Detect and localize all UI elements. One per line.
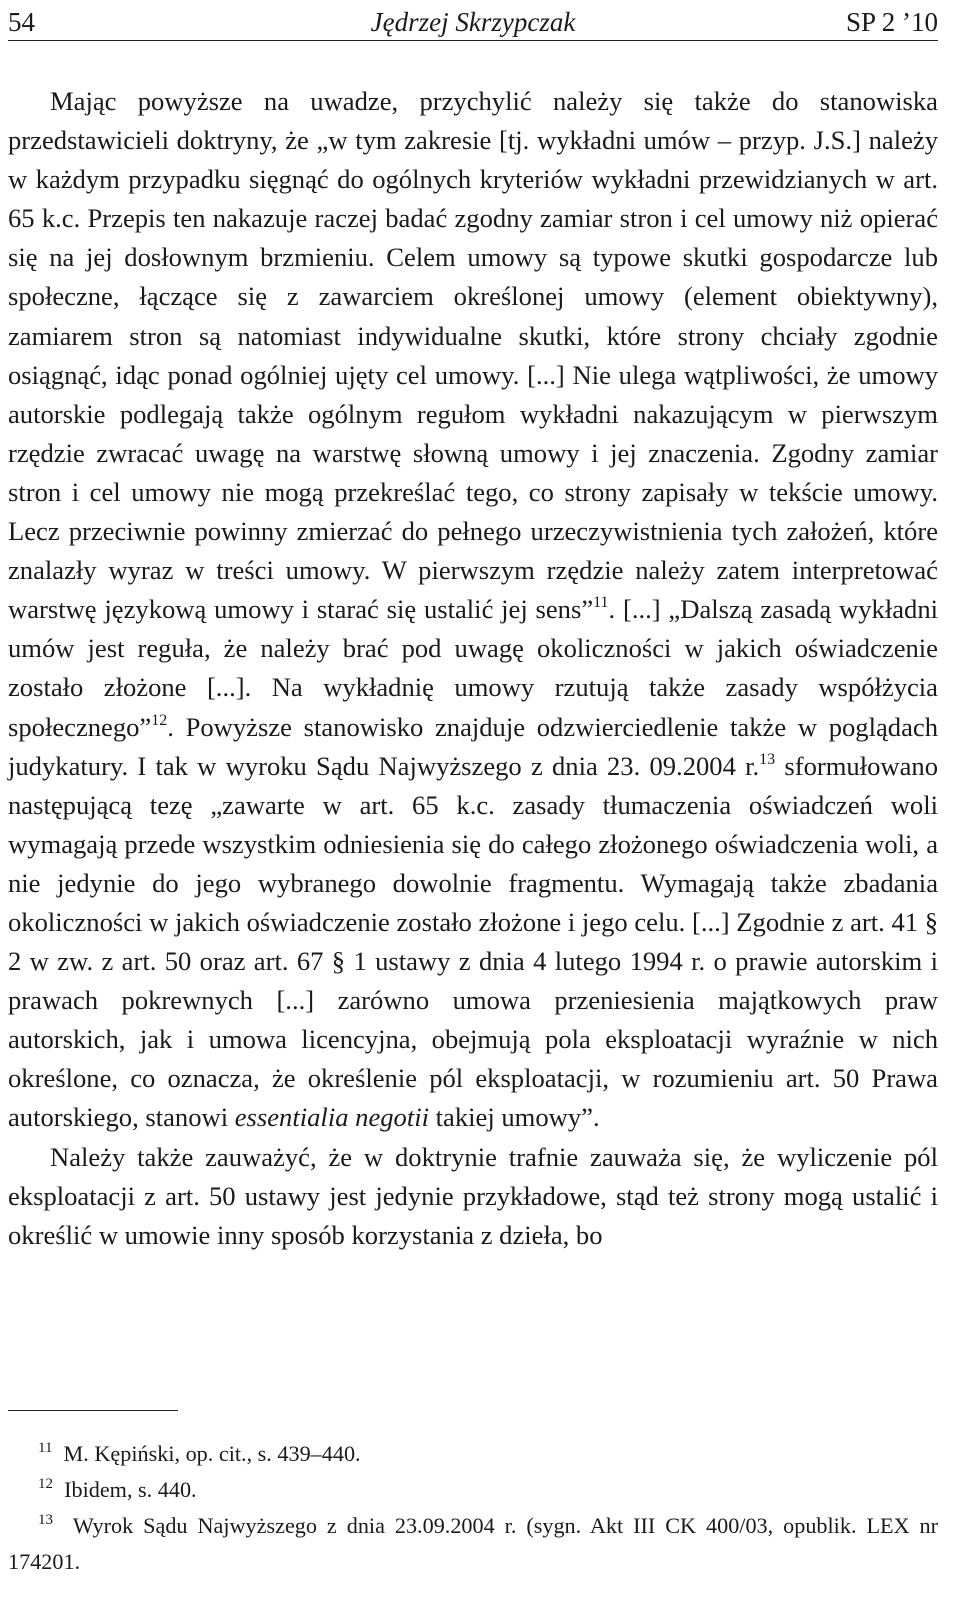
body-text: [8, 82, 938, 1255]
footnote-number: 12: [38, 1476, 53, 1492]
footnotes: [8, 1436, 938, 1580]
page-number: 54: [8, 7, 35, 37]
running-header: [8, 4, 938, 40]
header-author: Jędrzej Skrzypczak: [370, 7, 576, 37]
footnote-divider: [8, 1410, 178, 1411]
footnote-number: 13: [38, 1512, 53, 1528]
paragraph-1-part-5: takiej umowy”.: [429, 1102, 600, 1133]
footnote-text: M. Kępiński, op. cit., s. 439–440.: [63, 1441, 361, 1466]
footnote-ref-12[interactable]: 12: [151, 711, 168, 729]
paragraph-2: Należy także zauważyć, że w doktrynie trafnie zauważa się, że wyliczenie pól eksploatacji z art. 50 ustawy jest jedynie przykładowe, stąd też strony mogą ustalić i określić w umowie inny sposób korzystania z dzieła, bo: [8, 1141, 938, 1250]
paragraph-1-part-3: . Powyższe stanowisko znajduje odzwierciedlenie także w poglądach judykatury. I tak w wyroku Sądu Najwyższego z dnia 23. 09.2004 r.: [8, 711, 938, 781]
footnote-text: Ibidem, s. 440.: [64, 1477, 197, 1502]
paragraph-1-part-1: Mając powyższe na uwadze, przychylić należy się także do stanowiska przedstawicieli doktryny, że „w tym zakresie [tj. wykładni umów – przyp. J.S.] należy w każdym przypadku sięgnąć do ogólnych kryteriów wykładni przewidzianych w art. 65 k.c. Przepis ten nakazuje raczej badać zgodny zamiar stron i cel umowy niż opierać się na jej dosłownym brzmieniu. Celem umowy są typowe skutki gospodarcze lub społeczne, łączące się z zawarciem określonej umowy (element obiektywny), zamiarem stron są natomiast indywidualne skutki, które strony chciały zgodnie osiągnąć, idąc ponad ogólniej ujęty cel umowy. [...] Nie ulega wątpliwości, że umowy autorskie podlegają także ogólnym regułom wykładni nakazującym w pierwszym rzędzie zwracać uwagę na warstwę słowną umowy i jej znaczenia. Zgodny zamiar stron i cel umowy nie mogą przekreślać tego, co strony zapisały w tekście umowy. Lecz przeciwnie powinny zmierzać do pełnego urzeczywistnienia tych założeń, które znalazły wyraz w treści umowy. W pierwszym rzędzie należy zatem interpretować warstwę językową umowy i starać się ustalić jej sens”: [8, 86, 938, 625]
paragraph-1-part-4: sformułowano następującą tezę „zawarte w art. 65 k.c. zasady tłumaczenia oświadczeń woli wymagają przede wszystkim odniesienia się do całego złożonego oświadczenia woli, a nie jedynie do jego wybranego dowolnie fragmentu. Wymagają także zbadania okoliczności w jakich oświadczenie zostało złożone i jego celu. [...] Zgodnie z art. 41 § 2 w zw. z art. 50 oraz art. 67 § 1 ustawy z dnia 4 lutego 1994 r. o prawie autorskim i prawach pokrewnych [...] zarówno umowa przeniesienia majątkowych praw autorskich, jak i umowa licencyjna, obejmują pola eksploatacji wyraźnie w nich określone, co oznacza, że określenie pól eksploatacji, w rozumieniu art. 50 Prawa autorskiego, stanowi: [8, 750, 938, 1133]
paragraph-1-part-2: . [...] „Dalszą zasadą wykładni umów jest reguła, że należy brać pod uwagę okoliczności w jakich oświadczenie zostało złożone [...]. Na wykładnię umowy rzutują także zasady współżycia społecznego”: [8, 594, 938, 742]
footnote-number: 11: [38, 1440, 53, 1456]
header-journal: SP 2 ’10: [845, 7, 938, 37]
paragraph-1: [8, 82, 938, 1138]
italic-term: essentialia negotii: [234, 1102, 430, 1133]
footnote-ref-11[interactable]: 11: [593, 594, 609, 612]
header-divider: [8, 40, 938, 41]
footnote-11: [8, 1436, 938, 1472]
footnote-12: [8, 1472, 938, 1508]
footnote-text: Wyrok Sądu Najwyższego z dnia 23.09.2004 r. (sygn. Akt III CK 400/03, opublik. LEX nr 174201.: [8, 1513, 938, 1574]
footnote-ref-13[interactable]: 13: [759, 750, 776, 768]
footnote-13: [8, 1508, 938, 1580]
